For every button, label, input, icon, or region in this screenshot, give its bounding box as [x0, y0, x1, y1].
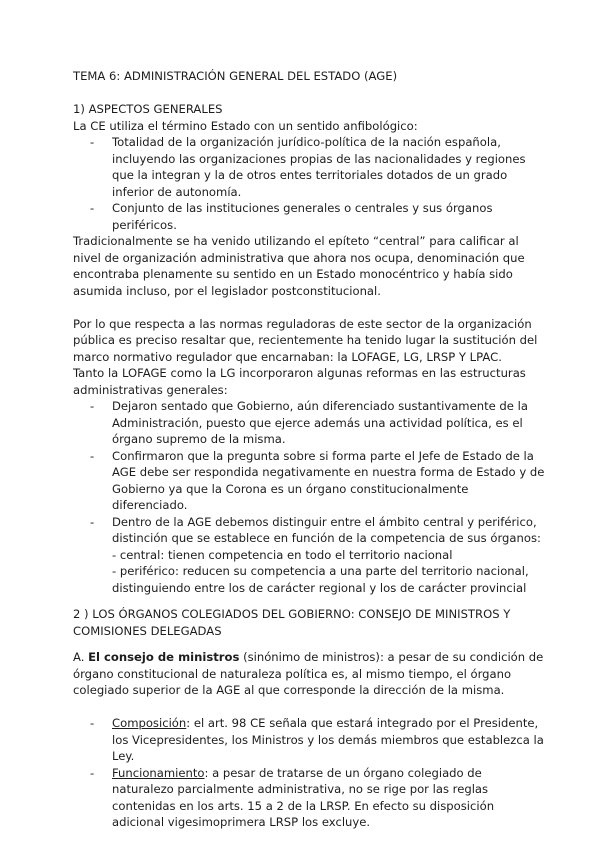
list-item: - Conjunto de las instituciones generales o centrales y sus órganos periféricos. — [73, 200, 545, 233]
sub-item-central: - central: tienen competencia en todo el territorio nacional — [112, 547, 453, 562]
document-title: TEMA 6: ADMINISTRACIÓN GENERAL DEL ESTADO (AGE) — [73, 69, 398, 83]
subsection-title: El consejo de ministros — [88, 650, 240, 664]
list-item — [73, 715, 545, 765]
subsection-letter: A. — [73, 650, 89, 664]
section-1-heading: 1) ASPECTOS GENERALES — [73, 102, 223, 116]
list-item — [73, 765, 545, 831]
item-text: : a pesar de tratarse de un órgano colegiado de naturalezo parcialmente administrativa, no se rige por las reglas contenidas en los arts. 15 a 2 de la LRSP. En efecto su disposición adicional vigesimoprimera LRSP los excluye. — [112, 765, 495, 829]
paragraph: Tradicionalmente se ha venido utilizando el epíteto “central” para calificar al nivel de organización administrativa que ahora nos ocupa, denominación que encontraba plenamente su sentido en un Estado monocéntrico y había sido asumida incluso, por el legislador postconstitucional. — [73, 234, 525, 298]
list-item — [73, 514, 545, 597]
paragraph: Tanto la LOFAGE como la LG incorporaron algunas reformas en las estructuras administrativas generales: — [73, 366, 526, 397]
item-label: Funcionamiento — [112, 765, 205, 780]
list-item: - Dejaron sentado que Gobierno, aún diferenciado sustantivamente de la Administración, puesto que ejerce además una actividad política, es el órgano supremo de la misma. — [73, 398, 545, 448]
council-list — [73, 715, 545, 831]
list-item: - Confirmaron que la pregunta sobre si forma parte el Jefe de Estado de la AGE debe ser respondida negativamente en nuestra forma de Estado y de Gobierno ya que la Corona es un órgano constitucionalmente diferenciado. — [73, 448, 545, 514]
paragraph — [73, 649, 545, 699]
reforms-list — [73, 398, 545, 596]
item-label: Composición — [112, 716, 187, 730]
paragraph: Por lo que respecta a las normas reguladoras de este sector de la organización pública es preciso resaltar que, recientemente ha tenido lugar la sustitución del marco normativo regulador que encarnaban: la LOFAGE, LG, LRSP Y LPAC. — [73, 316, 538, 364]
section-1-intro: La CE utiliza el término Estado con un sentido anfibológico: — [73, 118, 418, 133]
sub-item-periferico: - periférico: reducen su competencia a una parte del territorio nacional, distinguiendo entre los de carácter regional y los de carácter provincial — [112, 564, 529, 595]
list-item-text: - Dentro de la AGE debemos distinguir entre el ámbito central y periférico, distinción que se establece en función de la competencia de sus órganos: — [112, 514, 541, 545]
subsection-text: (sinónimo de ministros): a pesar de su condición de órgano constitucional de naturaleza política es, al mismo tiempo, el órgano colegiado superior de la AGE al que corresponde la dirección de la misma. — [73, 650, 544, 697]
list-item: - Totalidad de la organización jurídico-política de la nación española, incluyendo las organizaciones propias de las nacionalidades y regiones que la integran y la de otros entes territoriales dotados de un grado inferior de autonomía. — [73, 134, 545, 200]
meaning-list — [73, 134, 545, 233]
item-text: : el art. 98 CE señala que estará integrado por el Presidente, los Vicepresidentes, los Ministros y los demás miembros que establezca la Ley. — [112, 716, 544, 763]
section-2-heading: 2 ) LOS ÓRGANOS COLEGIADOS DEL GOBIERNO: CONSEJO DE MINISTROS Y COMISIONES DELEGADAS — [73, 607, 511, 638]
